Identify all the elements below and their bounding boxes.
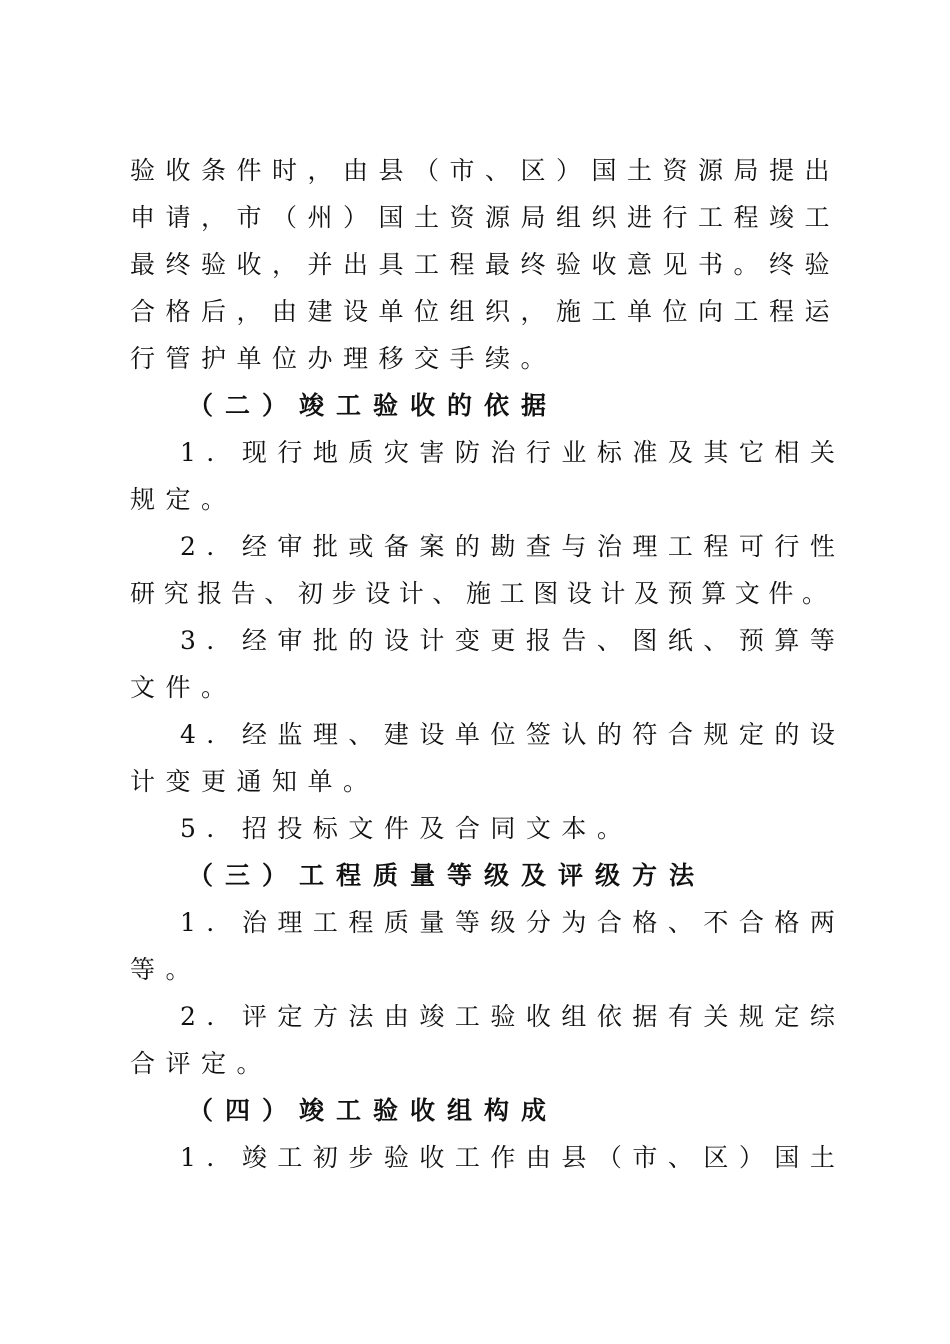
section-heading: （四）竣工验收组构成 [188, 1096, 559, 1125]
list-item-line: 1．现行地质灾害防治行业标准及其它相关 [180, 438, 846, 467]
paragraph-line: 行管护单位办理移交手续。 [130, 344, 557, 373]
list-item-line: 1．竣工初步验收工作由县（市、区）国土 [180, 1143, 846, 1172]
list-item-line: 4．经监理、建设单位签认的符合规定的设 [180, 720, 846, 749]
list-item-line: 1．治理工程质量等级分为合格、不合格两 [180, 908, 846, 937]
list-item-continuation: 等。 [130, 955, 202, 984]
list-item-continuation: 规定。 [130, 485, 237, 514]
list-item-continuation: 合评定。 [130, 1049, 273, 1078]
list-item-line: 2．经审批或备案的勘查与治理工程可行性 [180, 532, 846, 561]
list-item-continuation: 文件。 [130, 673, 237, 702]
list-item-line: 2．评定方法由竣工验收组依据有关规定综 [180, 1002, 846, 1031]
paragraph-line: 申请，市（州）国土资源局组织进行工程竣工 [130, 203, 841, 232]
section-heading: （三）工程质量等级及评级方法 [188, 861, 707, 890]
list-item-line: 3．经审批的设计变更报告、图纸、预算等 [180, 626, 846, 655]
paragraph-line: 验收条件时，由县（市、区）国土资源局提出 [130, 156, 841, 185]
list-item-continuation: 研究报告、初步设计、施工图设计及预算文件。 [130, 579, 836, 608]
paragraph-line: 合格后，由建设单位组织，施工单位向工程运 [130, 297, 841, 326]
section-heading: （二）竣工验收的依据 [188, 391, 559, 420]
list-item-line: 5．招投标文件及合同文本。 [180, 814, 633, 843]
list-item-continuation: 计变更通知单。 [130, 767, 379, 796]
paragraph-line: 最终验收，并出具工程最终验收意见书。终验 [130, 250, 841, 279]
